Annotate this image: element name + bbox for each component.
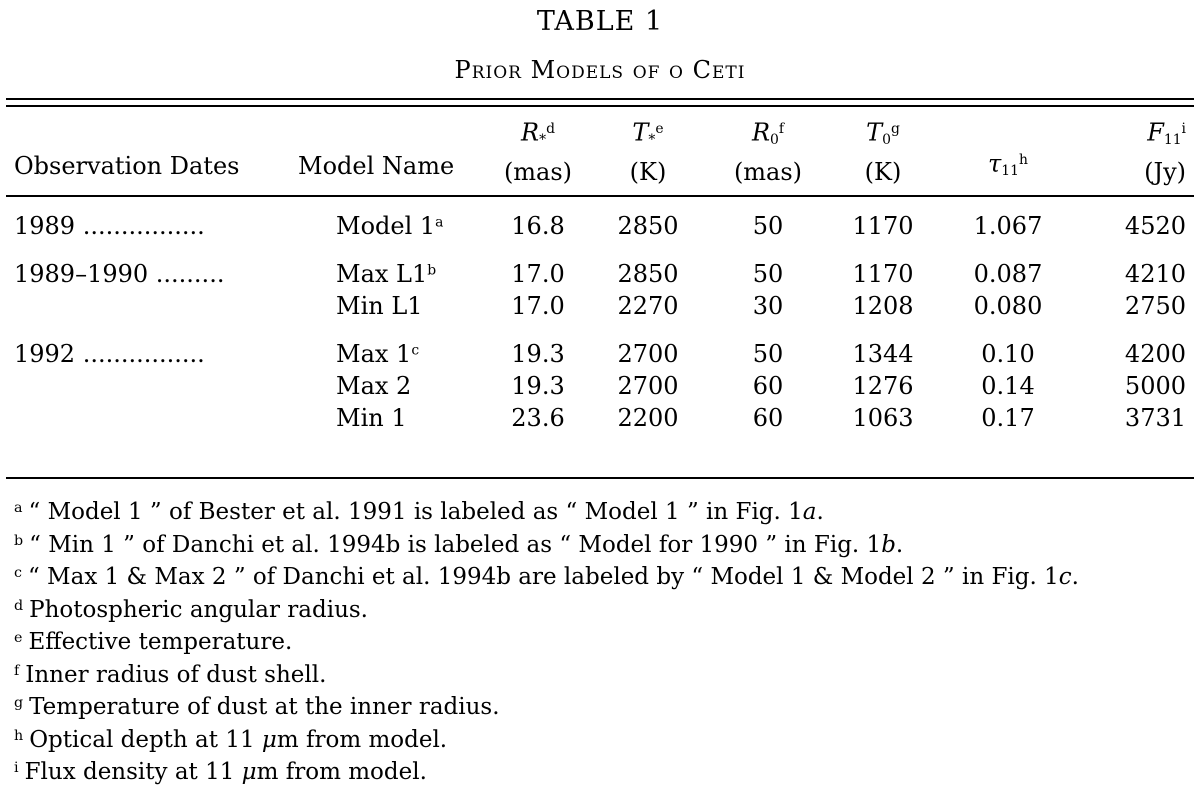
tau11-cell: 0.080 [973, 292, 1043, 320]
r0-cell: 50 [752, 340, 784, 368]
observation-date-cell [6, 402, 288, 434]
t-star-cell: 2700 [617, 372, 679, 400]
r-star-cell: 23.6 [511, 404, 565, 432]
f11-cell: 4520 [1124, 212, 1186, 240]
footnotes [14, 494, 1079, 787]
model-name-cell: Min L1 [336, 292, 423, 320]
data-table [6, 108, 1194, 434]
header-row [6, 108, 1194, 194]
table-title: Prior Models of o Ceti [454, 56, 746, 84]
table-row [6, 402, 1194, 434]
footnote-g: $^g$ Temperature of dust at the inner radius. [14, 694, 500, 721]
footnote-h: $^h$ Optical depth at 11 μm from model. [14, 726, 448, 753]
header-model-name: Model Name [298, 152, 455, 180]
r0-cell: 60 [752, 404, 784, 432]
r0-cell: 50 [752, 260, 784, 288]
tau11-cell: 1.067 [973, 212, 1043, 240]
model-name-cell: Max 2 [336, 372, 412, 400]
table-row [6, 338, 1194, 370]
footnote-b: $^b$ “ Min 1 ” of Danchi et al. 1994b is labeled as “ Model for 1990 ” in Fig. 1b. [14, 531, 904, 558]
observation-date-cell: 1989 ................ [14, 212, 205, 240]
footnote-a: $^a$ “ Model 1 ” of Bester et al. 1991 is labeled as “ Model 1 ” in Fig. 1a. [14, 499, 824, 526]
header-observation-dates: Observation Dates [14, 152, 240, 180]
t0-cell: 1344 [852, 340, 914, 368]
t-star-cell: 2850 [617, 260, 679, 288]
t-star-cell: 2850 [617, 212, 679, 240]
tau11-cell: 0.10 [981, 340, 1035, 368]
f11-cell: 4200 [1124, 340, 1186, 368]
tau11-cell: 0.14 [981, 372, 1035, 400]
r-star-cell: 17.0 [511, 292, 565, 320]
model-name-cell: Min 1 [336, 404, 407, 432]
footnote-i: $^i$ Flux density at 11 μm from model. [14, 759, 427, 786]
table-row [6, 210, 1194, 242]
tau11-cell: 0.17 [981, 404, 1035, 432]
header-f11: $F_{11}^i$ (Jy) [1144, 119, 1186, 186]
table-number: TABLE 1 [536, 6, 664, 37]
t0-cell: 1170 [852, 260, 914, 288]
t0-cell: 1208 [852, 292, 914, 320]
header-r-star: $R_*^d$ (mas) [503, 119, 573, 186]
footnote-d: $^d$ Photospheric angular radius. [14, 596, 368, 623]
observation-date-cell: 1989–1990 ......... [14, 260, 225, 288]
t-star-cell: 2270 [617, 292, 679, 320]
tau11-cell: 0.087 [973, 260, 1043, 288]
t0-cell: 1276 [852, 372, 914, 400]
r0-cell: 60 [752, 372, 784, 400]
t0-cell: 1170 [852, 212, 914, 240]
observation-date-cell: 1992 ................ [14, 340, 205, 368]
header-tau11: $\tau_{11}^h$ [988, 150, 1028, 180]
observation-date-cell [6, 290, 288, 322]
t0-cell: 1063 [852, 404, 914, 432]
header-r0: $R_0^f$ (mas) [733, 119, 803, 186]
f11-cell: 2750 [1124, 292, 1186, 320]
r-star-cell: 17.0 [511, 260, 565, 288]
r-star-cell: 19.3 [511, 372, 565, 400]
f11-cell: 4210 [1124, 260, 1186, 288]
bottom-rule [6, 477, 1194, 479]
t-star-cell: 2700 [617, 340, 679, 368]
header-t0: $T_0^g$ (K) [864, 119, 902, 186]
table-row [6, 258, 1194, 290]
table-row [6, 290, 1194, 322]
model-name-cell: Max 1$^c$ [336, 340, 420, 368]
footnote-c: $^c$ “ Max 1 & Max 2 ” of Danchi et al. 1994b are labeled by “ Model 1 & Model 2 ” in Fig. 1c. [14, 564, 1079, 591]
footnote-e: $^e$ Effective temperature. [14, 629, 293, 656]
header-t-star: $T_*^e$ (K) [629, 119, 667, 186]
model-name-cell: Max L1$^b$ [336, 260, 437, 288]
t-star-cell: 2200 [617, 404, 679, 432]
model-name-cell: Model 1$^a$ [336, 212, 444, 240]
table-row [6, 370, 1194, 402]
top-rule [6, 98, 1194, 100]
r0-cell: 30 [752, 292, 784, 320]
f11-cell: 3731 [1124, 404, 1186, 432]
observation-date-cell [6, 370, 288, 402]
footnote-f: $^f$ Inner radius of dust shell. [14, 661, 327, 688]
f11-cell: 5000 [1124, 372, 1186, 400]
r-star-cell: 16.8 [511, 212, 565, 240]
top-rule-second [6, 105, 1194, 107]
r0-cell: 50 [752, 212, 784, 240]
r-star-cell: 19.3 [511, 340, 565, 368]
